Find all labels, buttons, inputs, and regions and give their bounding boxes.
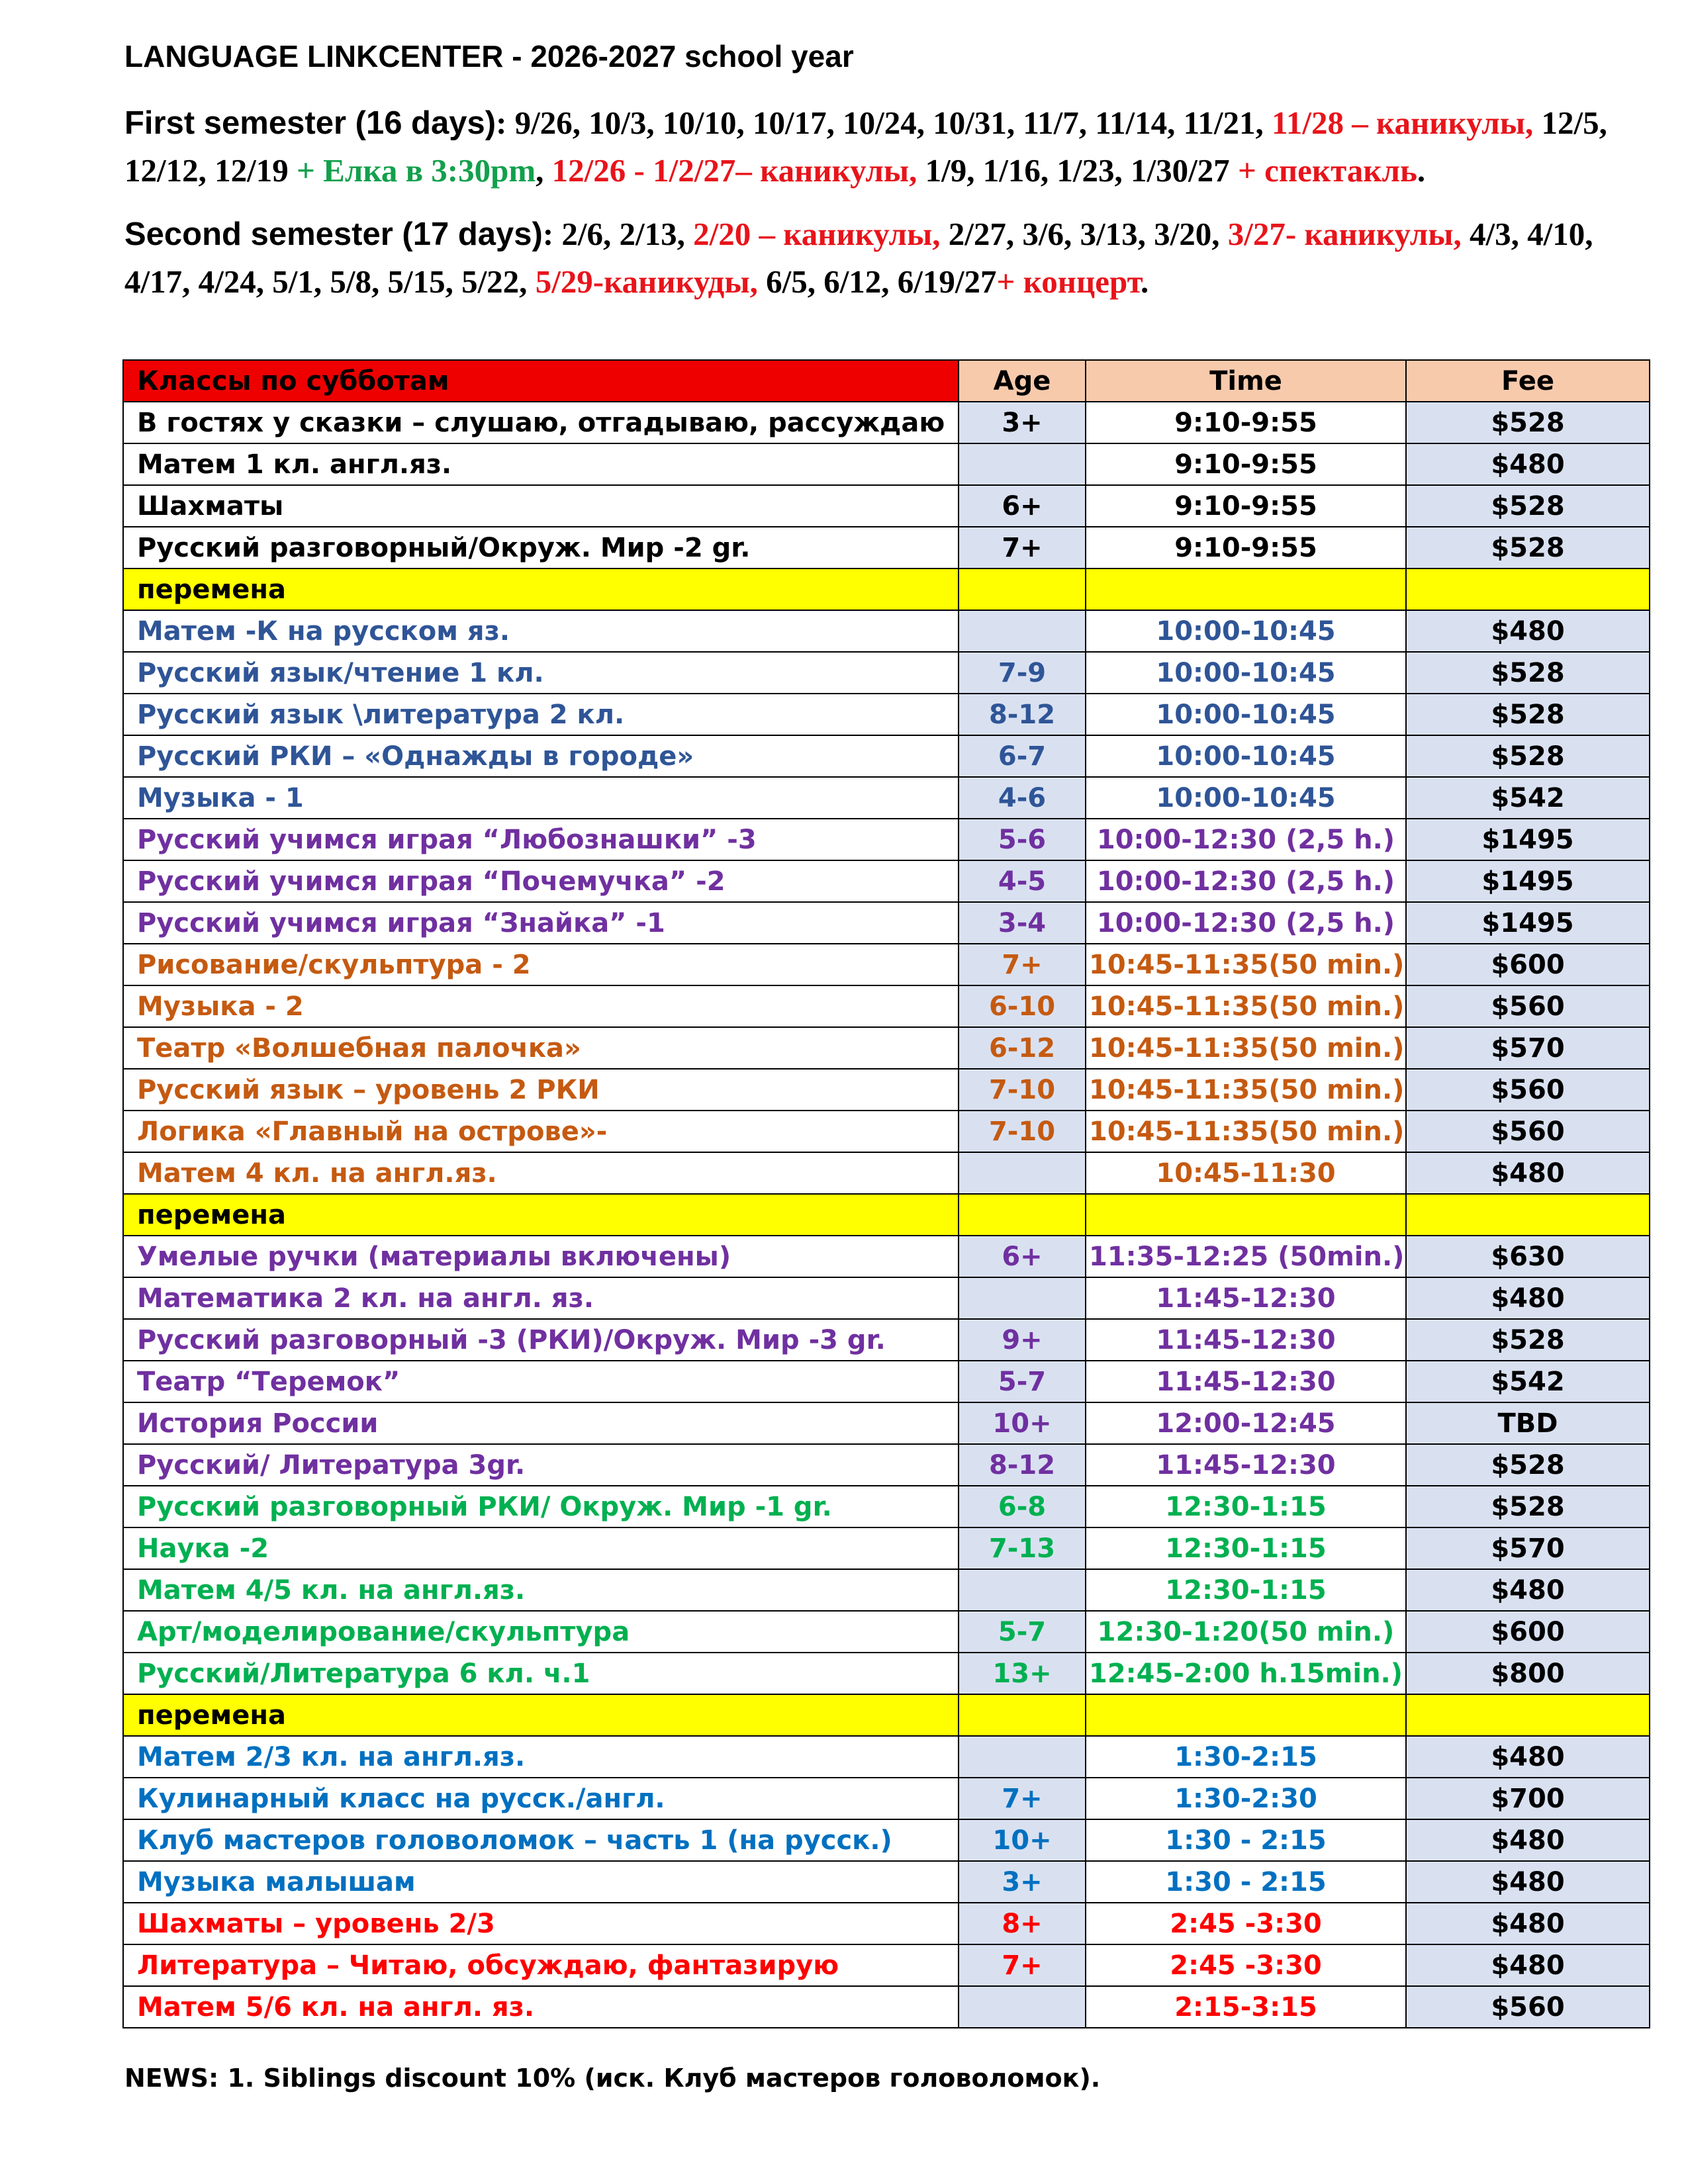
class-name-cell: Наука -2 [123,1527,959,1569]
break-label: перемена [123,1694,959,1736]
time-cell: 12:00-12:45 [1086,1402,1406,1444]
table-row [123,1778,1650,1819]
fee-cell: $480 [1406,1152,1650,1194]
age-cell: 4-5 [959,860,1086,902]
class-name-cell: Логика «Главный на острове»- [123,1111,959,1152]
table-row [123,1361,1650,1402]
time-cell: 9:10-9:55 [1086,443,1406,485]
table-row [123,485,1650,527]
time-cell: 11:45-12:30 [1086,1319,1406,1361]
age-cell: 7-13 [959,1527,1086,1569]
break-label: перемена [123,569,959,610]
time-cell: 10:00-10:45 [1086,652,1406,694]
fee-cell: $480 [1406,1277,1650,1319]
date-segment: 12/5, 12/12, 12/19 [124,105,1607,189]
table-row [123,527,1650,569]
class-name-cell: Матем 4 кл. на англ.яз. [123,1152,959,1194]
age-cell: 3-4 [959,902,1086,944]
fee-cell: $528 [1406,1444,1650,1486]
class-name-cell: Шахматы – уровень 2/3 [123,1903,959,1944]
age-cell: 5-7 [959,1611,1086,1653]
date-segment: . [1141,263,1149,300]
table-row [123,902,1650,944]
time-cell: 12:45-2:00 h.15min.) [1086,1653,1406,1694]
table-row [123,1861,1650,1903]
age-cell: 7+ [959,527,1086,569]
time-cell: 1:30-2:30 [1086,1778,1406,1819]
date-segment: 4/3, 4/10, 4/17, 4/24, 5/1, 5/8, 5/15, 5/22, [124,216,1593,300]
time-cell: 9:10-9:55 [1086,402,1406,443]
age-cell: 3+ [959,1861,1086,1903]
time-cell: 10:45-11:35(50 min.) [1086,1111,1406,1152]
table-row [123,652,1650,694]
class-name-cell: Матем 1 кл. англ.яз. [123,443,959,485]
fee-cell: $560 [1406,985,1650,1027]
class-name-cell: Матем -К на русском яз. [123,610,959,652]
fee-cell: $560 [1406,1069,1650,1111]
class-name-cell: Музыка малышам [123,1861,959,1903]
table-row [123,777,1650,819]
fee-cell: $528 [1406,652,1650,694]
table-row [123,1944,1650,1986]
class-name-cell: Русский/Литература 6 кл. ч.1 [123,1653,959,1694]
age-cell: 6-12 [959,1027,1086,1069]
break-age-cell [959,569,1086,610]
time-cell: 12:30-1:20(50 min.) [1086,1611,1406,1653]
fee-cell: $570 [1406,1027,1650,1069]
time-cell: 12:30-1:15 [1086,1569,1406,1611]
class-name-cell: Математика 2 кл. на англ. яз. [123,1277,959,1319]
table-row [123,985,1650,1027]
age-cell: 7-10 [959,1111,1086,1152]
date-segment: 3/27- каникулы, [1227,216,1462,252]
age-cell: 3+ [959,402,1086,443]
age-cell [959,1986,1086,2028]
news-note: NEWS: 1. Siblings discount 10% (иск. Клуб мастеров головоломок). [124,2064,1101,2093]
date-segment: 1/9, 1/16, 1/23, 1/30/27 [917,152,1238,189]
age-cell: 8-12 [959,694,1086,735]
date-segment: : 2/6, 2/13, [542,216,694,252]
break-time-cell [1086,1194,1406,1236]
fee-cell: $480 [1406,610,1650,652]
age-cell: 9+ [959,1319,1086,1361]
age-cell: 6-10 [959,985,1086,1027]
age-cell: 7+ [959,1944,1086,1986]
date-segment: 6/5, 6/12, 6/19/27 [757,263,997,300]
first-semester-label: First semester (16 days) [124,105,496,141]
date-segment: 11/28 – каникулы, [1272,105,1534,141]
age-cell: 7-9 [959,652,1086,694]
class-name-cell: Русский учимся играя “Почемучка” -2 [123,860,959,902]
class-name-cell: Русский разговорный РКИ/ Окруж. Мир -1 gr. [123,1486,959,1527]
table-row [123,1611,1650,1653]
table-row [123,1527,1650,1569]
class-name-cell: Русский/ Литература 3gr. [123,1444,959,1486]
date-segment: + концерт [996,263,1141,300]
table-row [123,1486,1650,1527]
table-row [123,944,1650,985]
fee-cell: $528 [1406,735,1650,777]
header-fee: Fee [1406,360,1650,402]
time-cell: 11:45-12:30 [1086,1361,1406,1402]
table-row [123,1236,1650,1277]
table-row [123,1569,1650,1611]
break-row [123,569,1650,610]
fee-cell: TBD [1406,1402,1650,1444]
time-cell: 1:30-2:15 [1086,1736,1406,1778]
table-header-row [123,360,1650,402]
age-cell: 7-10 [959,1069,1086,1111]
table-row [123,1069,1650,1111]
class-name-cell: Русский язык/чтение 1 кл. [123,652,959,694]
age-cell [959,1277,1086,1319]
date-segment: 12/26 - 1/2/27– каникулы, [551,152,917,189]
class-name-cell: Матем 2/3 кл. на англ.яз. [123,1736,959,1778]
time-cell: 10:00-10:45 [1086,610,1406,652]
table-row [123,735,1650,777]
break-fee-cell [1406,569,1650,610]
time-cell: 10:00-10:45 [1086,735,1406,777]
fee-cell: $528 [1406,694,1650,735]
date-segment: . [1417,152,1426,189]
fee-cell: $560 [1406,1986,1650,2028]
class-name-cell: Клуб мастеров головоломок – часть 1 (на русск.) [123,1819,959,1861]
class-name-cell: Русский разговорный/Окруж. Мир -2 gr. [123,527,959,569]
time-cell: 12:30-1:15 [1086,1486,1406,1527]
table-row [123,1111,1650,1152]
break-fee-cell [1406,1194,1650,1236]
fee-cell: $600 [1406,944,1650,985]
table-row [123,1319,1650,1361]
class-name-cell: Русский учимся играя “Любознашки” -3 [123,819,959,860]
fee-cell: $570 [1406,1527,1650,1569]
time-cell: 10:00-10:45 [1086,777,1406,819]
time-cell: 10:00-12:30 (2,5 h.) [1086,860,1406,902]
class-name-cell: В гостях у сказки – слушаю, отгадываю, рассуждаю [123,402,959,443]
second-semester-label: Second semester (17 days) [124,216,543,252]
date-segment: 5/29-каникуды, [535,263,758,300]
class-name-cell: Кулинарный класс на русск./англ. [123,1778,959,1819]
class-name-cell: Музыка - 2 [123,985,959,1027]
break-age-cell [959,1694,1086,1736]
table-row [123,1903,1650,1944]
time-cell: 9:10-9:55 [1086,485,1406,527]
fee-cell: $800 [1406,1653,1650,1694]
age-cell [959,1569,1086,1611]
time-cell: 10:00-12:30 (2,5 h.) [1086,819,1406,860]
fee-cell: $1495 [1406,860,1650,902]
class-name-cell: Русский РКИ – «Однажды в городе» [123,735,959,777]
time-cell: 10:45-11:35(50 min.) [1086,944,1406,985]
break-row [123,1194,1650,1236]
fee-cell: $1495 [1406,819,1650,860]
time-cell: 10:00-10:45 [1086,694,1406,735]
time-cell: 1:30 - 2:15 [1086,1861,1406,1903]
class-schedule-table [122,359,1650,2028]
date-segment: : 9/26, 10/3, 10/10, 10/17, 10/24, 10/31, 11/7, 11/14, 11/21, [496,105,1272,141]
break-row [123,1694,1650,1736]
time-cell: 10:00-12:30 (2,5 h.) [1086,902,1406,944]
age-cell: 7+ [959,944,1086,985]
age-cell: 10+ [959,1402,1086,1444]
fee-cell: $528 [1406,1319,1650,1361]
table-row [123,402,1650,443]
age-cell: 8-12 [959,1444,1086,1486]
table-row [123,1986,1650,2028]
fee-cell: $480 [1406,1819,1650,1861]
age-cell: 6-7 [959,735,1086,777]
class-name-cell: Русский язык \литература 2 кл. [123,694,959,735]
time-cell: 10:45-11:35(50 min.) [1086,1027,1406,1069]
table-row [123,1736,1650,1778]
class-name-cell: Матем 5/6 кл. на англ. яз. [123,1986,959,2028]
age-cell: 10+ [959,1819,1086,1861]
time-cell: 2:45 -3:30 [1086,1944,1406,1986]
fee-cell: $480 [1406,1736,1650,1778]
date-segment: 2/27, 3/6, 3/13, 3/20, [940,216,1228,252]
table-row [123,1444,1650,1486]
age-cell: 5-6 [959,819,1086,860]
table-row [123,1819,1650,1861]
table-row [123,1402,1650,1444]
class-name-cell: Русский учимся играя “Знайка” -1 [123,902,959,944]
break-time-cell [1086,569,1406,610]
class-name-cell: Театр «Волшебная палочка» [123,1027,959,1069]
fee-cell: $528 [1406,1486,1650,1527]
break-age-cell [959,1194,1086,1236]
fee-cell: $560 [1406,1111,1650,1152]
time-cell: 10:45-11:30 [1086,1152,1406,1194]
age-cell: 8+ [959,1903,1086,1944]
time-cell: 10:45-11:35(50 min.) [1086,985,1406,1027]
break-label: перемена [123,1194,959,1236]
fee-cell: $480 [1406,1569,1650,1611]
date-segment: 2/20 – каникулы, [693,216,941,252]
fee-cell: $528 [1406,527,1650,569]
table-row [123,1653,1650,1694]
table-row [123,1152,1650,1194]
fee-cell: $630 [1406,1236,1650,1277]
age-cell: 4-6 [959,777,1086,819]
time-cell: 11:45-12:30 [1086,1277,1406,1319]
table-row [123,860,1650,902]
break-fee-cell [1406,1694,1650,1736]
class-name-cell: Рисование/скульптура - 2 [123,944,959,985]
class-name-cell: Музыка - 1 [123,777,959,819]
age-cell: 6+ [959,485,1086,527]
class-name-cell: Русский разговорный -3 (РКИ)/Окруж. Мир -3 gr. [123,1319,959,1361]
class-name-cell: Арт/моделирование/скульптура [123,1611,959,1653]
age-cell: 5-7 [959,1361,1086,1402]
table-row [123,819,1650,860]
fee-cell: $528 [1406,485,1650,527]
fee-cell: $600 [1406,1611,1650,1653]
document-title: LANGUAGE LINKCENTER - 2026-2027 school year [124,39,854,73]
time-cell: 11:45-12:30 [1086,1444,1406,1486]
header-age: Age [959,360,1086,402]
date-segment: + Елка в 3:30pm [296,152,536,189]
date-segment: + спектакль [1237,152,1417,189]
age-cell: 13+ [959,1653,1086,1694]
fee-cell: $528 [1406,402,1650,443]
fee-cell: $480 [1406,1861,1650,1903]
first-semester-dates [124,99,1640,195]
class-name-cell: Театр “Теремок” [123,1361,959,1402]
time-cell: 9:10-9:55 [1086,527,1406,569]
age-cell: 6+ [959,1236,1086,1277]
age-cell: 6-8 [959,1486,1086,1527]
header-classes: Классы по субботам [123,360,959,402]
class-name-cell: Матем 4/5 кл. на англ.яз. [123,1569,959,1611]
age-cell: 7+ [959,1778,1086,1819]
table-row [123,443,1650,485]
fee-cell: $480 [1406,1903,1650,1944]
date-segment: , [536,152,552,189]
fee-cell: $700 [1406,1778,1650,1819]
class-name-cell: Литература – Читаю, обсуждаю, фантазирую [123,1944,959,1986]
fee-cell: $542 [1406,777,1650,819]
table-row [123,1027,1650,1069]
table-row [123,610,1650,652]
fee-cell: $542 [1406,1361,1650,1402]
age-cell [959,610,1086,652]
table-row [123,694,1650,735]
time-cell: 1:30 - 2:15 [1086,1819,1406,1861]
fee-cell: $480 [1406,443,1650,485]
time-cell: 12:30-1:15 [1086,1527,1406,1569]
break-time-cell [1086,1694,1406,1736]
header-time: Time [1086,360,1406,402]
class-name-cell: Умелые ручки (материалы включены) [123,1236,959,1277]
class-name-cell: Русский язык – уровень 2 РКИ [123,1069,959,1111]
time-cell: 11:35-12:25 (50min.) [1086,1236,1406,1277]
age-cell [959,1152,1086,1194]
fee-cell: $480 [1406,1944,1650,1986]
fee-cell: $1495 [1406,902,1650,944]
time-cell: 2:15-3:15 [1086,1986,1406,2028]
time-cell: 10:45-11:35(50 min.) [1086,1069,1406,1111]
class-name-cell: История России [123,1402,959,1444]
second-semester-dates [124,210,1640,306]
age-cell [959,443,1086,485]
table-row [123,1277,1650,1319]
class-name-cell: Шахматы [123,485,959,527]
age-cell [959,1736,1086,1778]
time-cell: 2:45 -3:30 [1086,1903,1406,1944]
